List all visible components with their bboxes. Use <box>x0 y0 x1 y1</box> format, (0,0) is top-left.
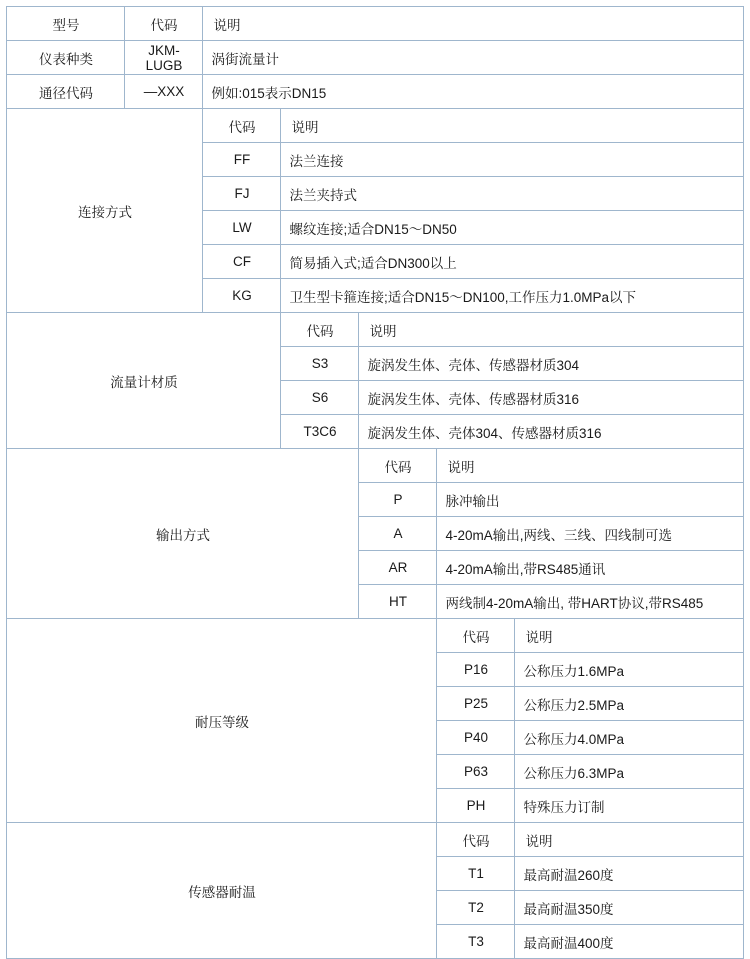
desc-output-ht: 两线制4-20mA输出, 带HART协议,带RS485 <box>437 585 743 619</box>
code-temperature-t2: T2 <box>437 891 515 925</box>
desc-connection-kg: 卫生型卡箍连接;适合DN15〜DN100,工作压力1.0MPa以下 <box>281 279 743 313</box>
product-model-selection-table <box>6 6 743 959</box>
code-pressure-p40: P40 <box>437 721 515 755</box>
group-label-connection: 连接方式 <box>7 109 203 313</box>
group-label-pressure: 耐压等级 <box>7 619 437 823</box>
desc-pressure-p40: 公称压力4.0MPa <box>515 721 743 755</box>
subheader-code-temperature: 代码 <box>437 823 515 857</box>
row-label-diameter-code: 通径代码 <box>7 75 125 109</box>
desc-connection-cf: 简易插入式;适合DN300以上 <box>281 245 743 279</box>
row-code-diameter-code: —XXX <box>125 75 203 109</box>
desc-connection-lw: 螺纹连接;适合DN15〜DN50 <box>281 211 743 245</box>
desc-output-a: 4-20mA输出,两线、三线、四线制可选 <box>437 517 743 551</box>
row-desc-diameter-code: 例如:015表示DN15 <box>203 75 743 109</box>
desc-temperature-t3: 最高耐温400度 <box>515 925 743 959</box>
code-pressure-p25: P25 <box>437 687 515 721</box>
code-output-ar: AR <box>359 551 437 585</box>
group-label-temperature: 传感器耐温 <box>7 823 437 959</box>
desc-material-t3c6: 旋涡发生体、壳体304、传感器材质316 <box>359 415 743 449</box>
group-subheader-row <box>7 313 743 347</box>
code-pressure-p16: P16 <box>437 653 515 687</box>
header-code: 代码 <box>125 7 203 41</box>
code-material-t3c6: T3C6 <box>281 415 359 449</box>
code-connection-fj: FJ <box>203 177 281 211</box>
code-material-s6: S6 <box>281 381 359 415</box>
group-label-material: 流量计材质 <box>7 313 281 449</box>
code-connection-cf: CF <box>203 245 281 279</box>
desc-pressure-p25: 公称压力2.5MPa <box>515 687 743 721</box>
table-row <box>7 41 743 75</box>
subheader-desc-connection: 说明 <box>281 109 743 143</box>
code-output-ht: HT <box>359 585 437 619</box>
desc-material-s3: 旋涡发生体、壳体、传感器材质304 <box>359 347 743 381</box>
code-connection-kg: KG <box>203 279 281 313</box>
subheader-code-material: 代码 <box>281 313 359 347</box>
group-subheader-row <box>7 109 743 143</box>
row-code-instrument-type: JKM-LUGB <box>125 41 203 75</box>
header-description: 说明 <box>203 7 743 41</box>
desc-pressure-p63: 公称压力6.3MPa <box>515 755 743 789</box>
code-material-s3: S3 <box>281 347 359 381</box>
desc-temperature-t2: 最高耐温350度 <box>515 891 743 925</box>
desc-output-ar: 4-20mA输出,带RS485通讯 <box>437 551 743 585</box>
desc-connection-ff: 法兰连接 <box>281 143 743 177</box>
table-header-row <box>7 7 743 41</box>
code-pressure-p63: P63 <box>437 755 515 789</box>
desc-connection-fj: 法兰夹持式 <box>281 177 743 211</box>
code-connection-lw: LW <box>203 211 281 245</box>
code-temperature-t3: T3 <box>437 925 515 959</box>
subheader-code-pressure: 代码 <box>437 619 515 653</box>
desc-pressure-p16: 公称压力1.6MPa <box>515 653 743 687</box>
row-label-instrument-type: 仪表种类 <box>7 41 125 75</box>
code-temperature-t1: T1 <box>437 857 515 891</box>
subheader-desc-temperature: 说明 <box>515 823 743 857</box>
code-output-p: P <box>359 483 437 517</box>
subheader-desc-material: 说明 <box>359 313 743 347</box>
code-connection-ff: FF <box>203 143 281 177</box>
desc-temperature-t1: 最高耐温260度 <box>515 857 743 891</box>
desc-material-s6: 旋涡发生体、壳体、传感器材质316 <box>359 381 743 415</box>
desc-output-p: 脉冲输出 <box>437 483 743 517</box>
row-desc-instrument-type: 涡街流量计 <box>203 41 743 75</box>
code-pressure-ph: PH <box>437 789 515 823</box>
group-subheader-row <box>7 823 743 857</box>
group-label-output: 输出方式 <box>7 449 359 619</box>
group-subheader-row <box>7 449 743 483</box>
subheader-code-output: 代码 <box>359 449 437 483</box>
code-output-a: A <box>359 517 437 551</box>
header-model: 型号 <box>7 7 125 41</box>
table-row <box>7 75 743 109</box>
subheader-code-connection: 代码 <box>203 109 281 143</box>
subheader-desc-pressure: 说明 <box>515 619 743 653</box>
group-subheader-row <box>7 619 743 653</box>
subheader-desc-output: 说明 <box>437 449 743 483</box>
desc-pressure-ph: 特殊压力订制 <box>515 789 743 823</box>
